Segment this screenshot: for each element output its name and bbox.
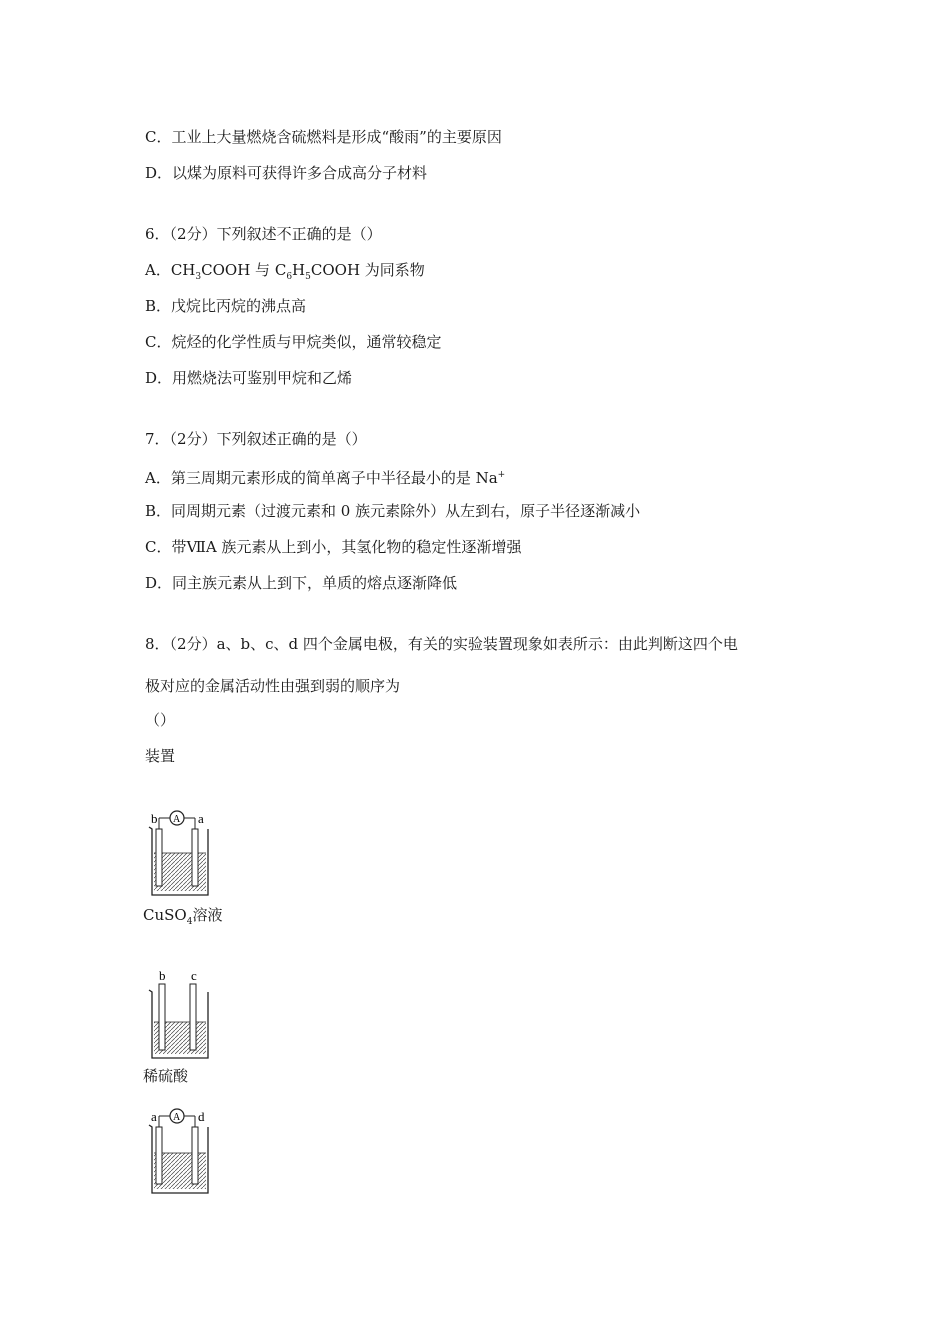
fig1-left-label: b: [151, 811, 158, 826]
fig1-caption-text-2: 溶液: [192, 906, 223, 924]
q6-option-b: B．戊烷比丙烷的沸点高: [145, 297, 307, 315]
q7-option-a-sup: +: [497, 470, 506, 480]
q5-option-d: D．以煤为原料可获得许多合成高分子材料: [145, 164, 428, 182]
q6-option-a-text-1: A．CH: [145, 261, 196, 279]
fig3-meter-label: A: [173, 1112, 181, 1123]
q6-stem: 6．（2分）下列叙述不正确的是（）: [145, 225, 382, 243]
q6-option-a-text-2: COOH 与 C: [201, 261, 287, 279]
fig1-caption-sub: 4: [186, 917, 193, 927]
fig2-caption: 稀硫酸: [143, 1067, 189, 1085]
q5-option-c: C．工业上大量燃烧含硫燃料是形成“酸雨”的主要原因: [145, 128, 502, 146]
q8-stem-line3: （）: [145, 711, 176, 729]
q8-stem-line2: 极对应的金属活动性由强到弱的顺序为: [145, 677, 401, 695]
q6-option-a-text-3: H: [292, 261, 306, 279]
fig3-left-label: a: [151, 1109, 157, 1124]
fig1-caption: [143, 905, 222, 932]
fig1-caption-text-1: CuSO: [143, 906, 187, 924]
q7-option-a-text: A．第三周期元素形成的简单离子中半径最小的是 Na: [145, 469, 498, 487]
beaker-figure-2: [143, 966, 223, 1062]
q7-option-d: D．同主族元素从上到下，单质的熔点逐渐降低: [145, 574, 458, 592]
q8-stem-line1: 8．（2分）a、b、c、d 四个金属电极，有关的实验装置现象如表所示：由此判断这四个电: [145, 635, 738, 653]
beaker-figure-3: [143, 1103, 223, 1199]
fig1-meter-label: A: [173, 814, 181, 825]
q6-option-a: [145, 260, 425, 287]
q7-option-c: C．带ⅦA 族元素从上到小，其氢化物的稳定性逐渐增强: [145, 538, 522, 556]
fig3-right-label: d: [198, 1109, 205, 1124]
q6-option-a-sub-1: 3: [195, 272, 202, 282]
q7-stem: 7．（2分）下列叙述正确的是（）: [145, 430, 367, 448]
fig2-right-label: c: [191, 968, 197, 983]
q7-option-a: [145, 465, 505, 488]
beaker-figure-1: [143, 805, 223, 901]
fig1-right-label: a: [198, 811, 204, 826]
q7-option-b: B．同周期元素（过渡元素和 0 族元素除外）从左到右，原子半径逐渐减小: [145, 502, 641, 520]
q6-option-c: C．烷烃的化学性质与甲烷类似，通常较稳定: [145, 333, 442, 351]
q6-option-a-sub-3: 5: [305, 272, 311, 282]
q8-device-label: 装置: [145, 747, 176, 765]
q6-option-a-text-4: COOH 为同系物: [310, 261, 425, 279]
fig2-left-label: b: [159, 968, 166, 983]
q6-option-d: D．用燃烧法可鉴别甲烷和乙烯: [145, 369, 353, 387]
q6-option-a-sub-2: 6: [286, 272, 293, 282]
